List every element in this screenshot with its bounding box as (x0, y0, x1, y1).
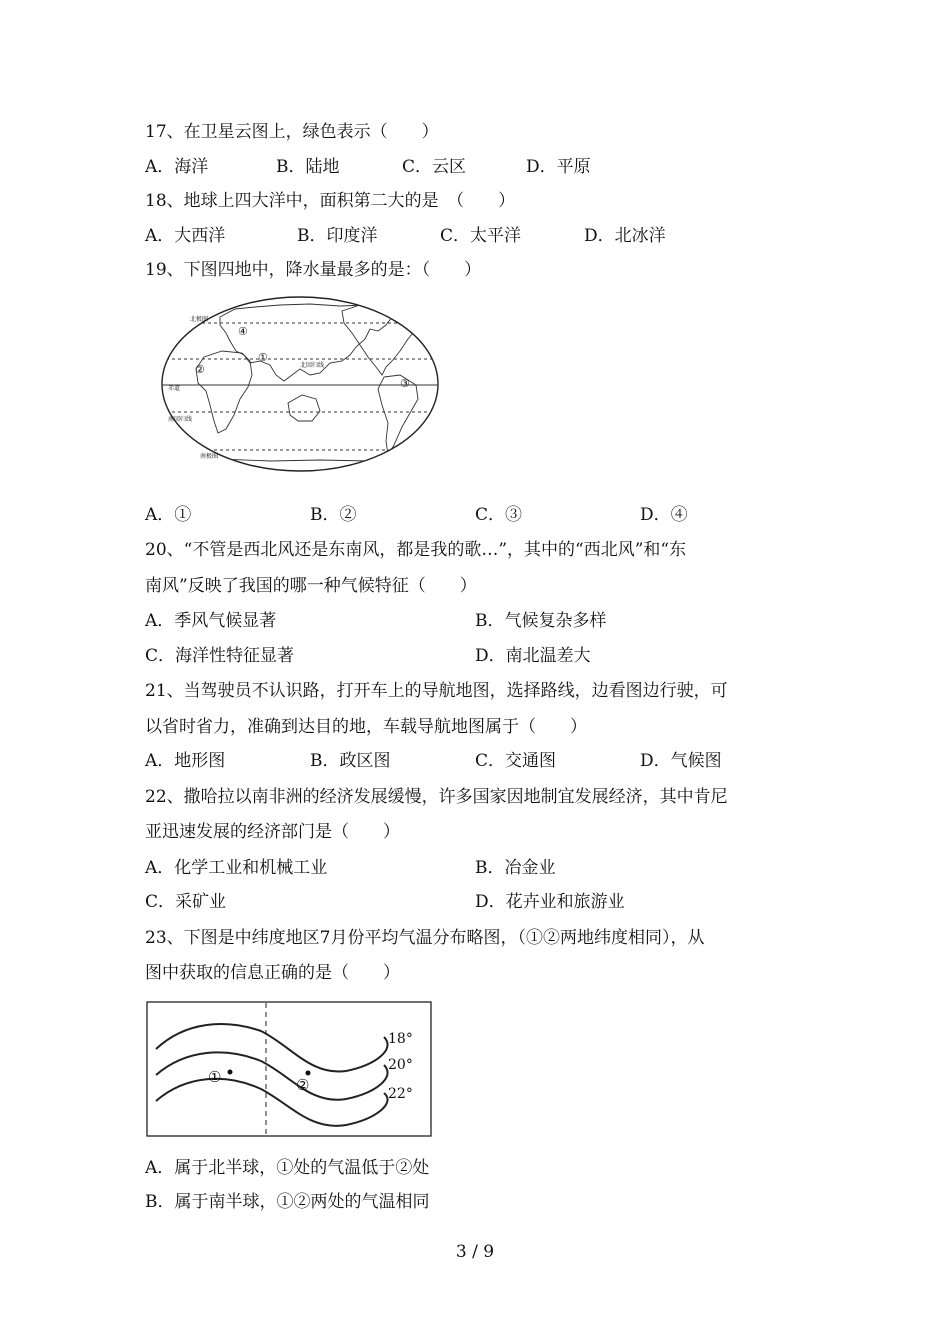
q21-option-b: B．政区图 (310, 751, 391, 771)
q21-stem-line1: 21、当驾驶员不认识路，打开车上的导航地图，选择路线，边看图边行驶，可 (145, 681, 728, 701)
page-number: 3 / 9 (455, 1242, 495, 1262)
q20-option-c: C．海洋性特征显著 (145, 646, 295, 666)
q18-option-a: A．大西洋 (145, 226, 226, 246)
point-2-dot (306, 1071, 311, 1076)
q21-option-d: D．气候图 (640, 751, 722, 771)
q19-option-d: D．④ (640, 505, 688, 525)
q17-stem: 17、在卫星云图上，绿色表示（ ） (145, 122, 439, 142)
q18-option-c: C．太平洋 (440, 226, 522, 246)
q19-option-b: B．② (310, 505, 357, 525)
q20-stem-line1: 20、“不管是西北风还是东南风，都是我的歌…”，其中的“西北风”和“东 (145, 540, 687, 560)
greenland-shape (410, 301, 432, 319)
q22-option-a: A．化学工业和机械工业 (145, 858, 328, 878)
map-marker-2: ② (195, 363, 205, 376)
q20-option-a: A．季风气候显著 (145, 611, 277, 631)
q17-option-d: D．平原 (526, 157, 591, 177)
isotherm-svg (146, 1001, 433, 1138)
map-marker-3: ③ (400, 377, 410, 390)
q17-option-a: A．海洋 (145, 157, 209, 177)
q22-option-b: B．冶金业 (475, 858, 556, 878)
q21-option-a: A．地形图 (145, 751, 226, 771)
q18-option-d: D．北冰洋 (584, 226, 666, 246)
q18-stem: 18、地球上四大洋中，面积第二大的是 （ ） (145, 191, 516, 211)
isotherm-figure (146, 1001, 433, 1138)
q17-option-b: B．陆地 (276, 157, 340, 177)
q23-stem-line2: 图中获取的信息正确的是（ ） (145, 963, 400, 983)
point-1-dot (228, 1070, 233, 1075)
map-label-tropic-of-capricorn: 南回归线 (168, 416, 193, 423)
isotherm-label-22: 22° (388, 1086, 413, 1102)
map-label-antarctic-circle: 南极圈 (200, 453, 219, 460)
q20-option-b: B．气候复杂多样 (475, 611, 607, 631)
q18-option-b: B．印度洋 (297, 226, 378, 246)
isotherm-label-18: 18° (388, 1031, 413, 1047)
q19-option-c: C．③ (475, 505, 523, 525)
q20-option-d: D．南北温差大 (475, 646, 591, 666)
q19-option-a: A．① (145, 505, 192, 525)
q22-option-d: D．花卉业和旅游业 (475, 892, 625, 912)
map-label-tropic-of-cancer: 北回归线 (300, 362, 325, 369)
q23-option-a: A．属于北半球，①处的气温低于②处 (145, 1158, 430, 1178)
world-map-svg (160, 295, 440, 473)
world-map-figure (160, 295, 440, 473)
q19-stem: 19、下图四地中，降水量最多的是：（ ） (145, 260, 482, 280)
point-2-label: ② (296, 1076, 310, 1094)
map-label-arctic-circle: 北极圈 (190, 316, 209, 323)
q22-stem-line2: 亚迅速发展的经济部门是（ ） (145, 822, 400, 842)
q21-stem-line2: 以省时省力，准确到达目的地，车载导航地图属于（ ） (145, 717, 587, 737)
q20-stem-line2: 南风”反映了我国的哪一种气候特征（ ） (145, 576, 477, 596)
map-label-equator: 赤道 (168, 385, 181, 392)
map-marker-4: ④ (238, 325, 248, 338)
isotherm-label-20: 20° (388, 1057, 413, 1073)
q22-stem-line1: 22、撒哈拉以南非洲的经济发展缓慢，许多国家因地制宜发展经济，其中肯尼 (145, 787, 728, 807)
q23-option-b: B．属于南半球，①②两处的气温相同 (145, 1192, 430, 1212)
map-marker-1: ① (258, 351, 268, 364)
q22-option-c: C．采矿业 (145, 892, 227, 912)
q23-stem-line1: 23、下图是中纬度地区7月份平均气温分布略图，（①②两地纬度相同），从 (145, 928, 705, 948)
point-1-label: ① (208, 1068, 222, 1086)
q21-option-c: C．交通图 (475, 751, 557, 771)
q17-option-c: C．云区 (402, 157, 467, 177)
